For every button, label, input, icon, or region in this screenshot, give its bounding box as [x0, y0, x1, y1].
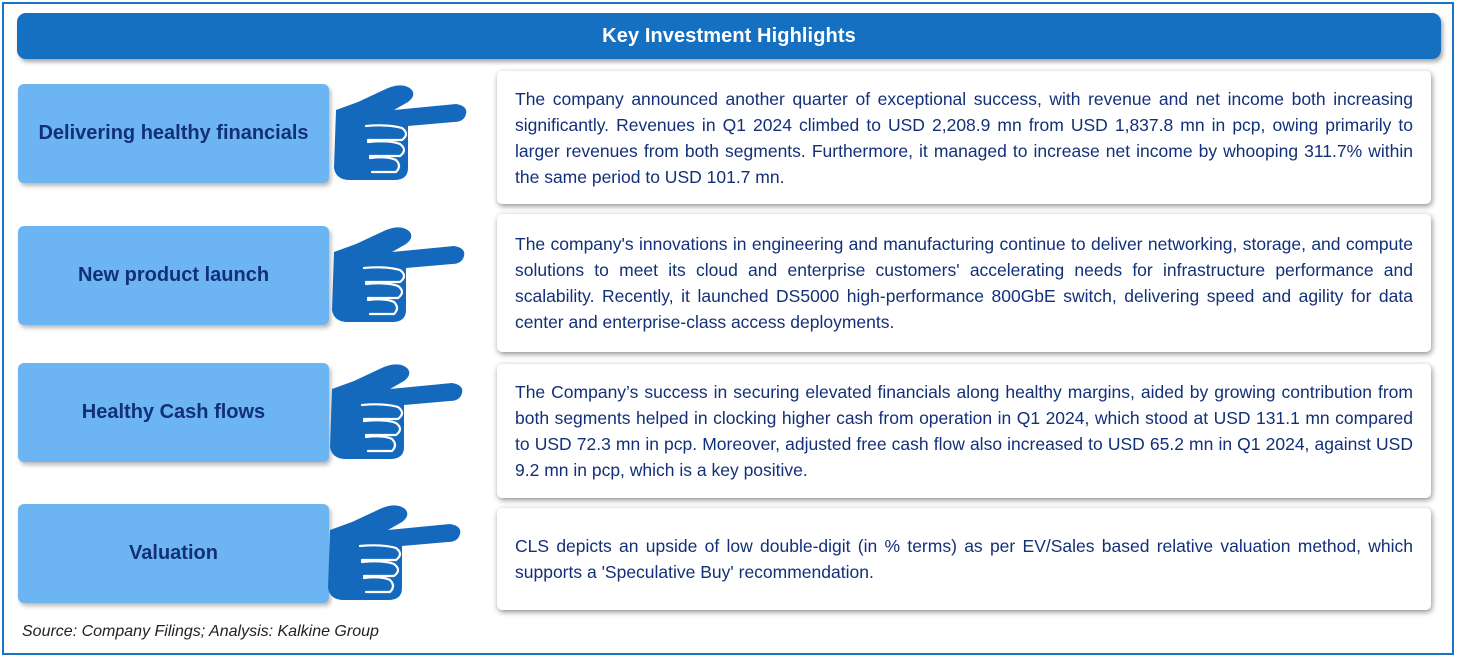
pointing-hand-icon [328, 82, 468, 182]
highlight-label-valuation [18, 504, 329, 603]
highlight-label-text: New product launch [77, 264, 270, 286]
pointing-hand-icon [326, 224, 466, 324]
highlight-paragraph: The company announced another quarter of exceptional success, with revenue and net income both increasing significantly. Revenues in Q1 2024 climbed to USD 2,208.9 mn from USD 1,837.8 mn in pcp, owing primarily to larger revenues from both segments. Furthermore, it managed to increase net income by whooping 311.7% within the same period to USD 101.7 mn. [515, 88, 1413, 187]
highlight-label-text: Healthy Cash flows [81, 401, 266, 423]
highlight-text-cash-flows [497, 364, 1431, 498]
highlight-label-product-launch [18, 226, 329, 325]
source-note: Source: Company Filings; Analysis: Kalkine Group [22, 623, 379, 640]
highlight-label-text: Delivering healthy financials [38, 122, 309, 144]
highlight-text-valuation [497, 508, 1431, 610]
pointing-hand-icon [324, 361, 464, 461]
highlight-label-text: Valuation [129, 542, 218, 564]
page-title: Key Investment Highlights [17, 13, 1441, 59]
highlight-paragraph: CLS depicts an upside of low double-digit (in % terms) as per EV/Sales based relative valuation method, which supports a 'Speculative Buy' recommendation. [515, 536, 1413, 582]
highlight-paragraph: The company's innovations in engineering and manufacturing continue to deliver networking, storage, and compute solutions to meet its cloud and enterprise customers' accelerating needs for infrastructure performance and scalability. Recently, it launched DS5000 high-performance 800GbE switch, delivering speed and agility for data center and enterprise-class access deployments. [515, 234, 1413, 332]
pointing-hand-icon [322, 502, 462, 602]
highlight-label-cash-flows [18, 363, 329, 462]
highlight-paragraph: The Company’s success in securing elevated financials along healthy margins, aided by growing contribution from both segments helped in clocking higher cash from operation in Q1 2024, which stood at USD 131.1 mn compared to USD 72.3 mn in pcp. Moreover, adjusted free cash flow also increased to USD 65.2 mn in Q1 2024, against USD 9.2 mn in pcp, which is a key positive. [515, 382, 1413, 480]
highlight-label-financials [18, 84, 329, 183]
highlight-text-financials [497, 71, 1431, 204]
highlight-text-product-launch [497, 214, 1431, 352]
